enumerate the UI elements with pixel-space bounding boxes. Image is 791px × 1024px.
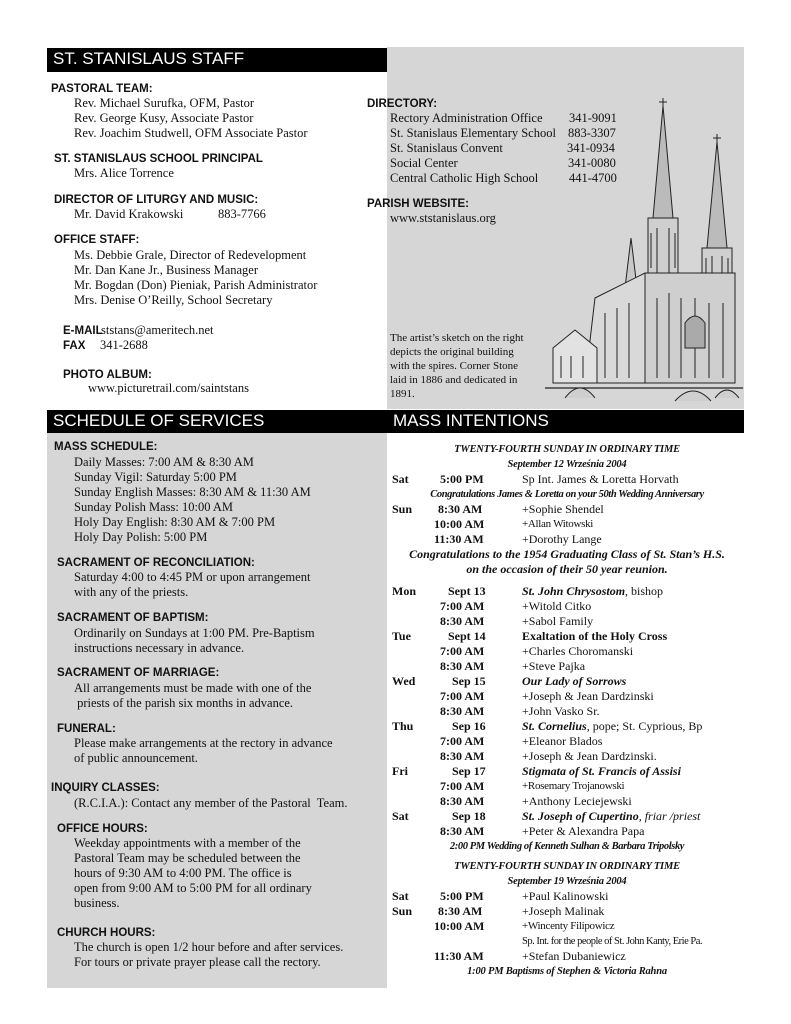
mass-time: 8:30 AM (438, 904, 483, 918)
office-hours-title: OFFICE HOURS: (57, 823, 148, 835)
wedding-note: 2:00 PM Wedding of Kenneth Sulhan & Barbara Tripolsky (449, 841, 685, 852)
feast-title: St. John Chrysostom (522, 584, 626, 598)
mass-intention: +Joseph Malinak (522, 904, 605, 918)
directory-name: Social Center (390, 156, 458, 170)
reconciliation-title: SACRAMENT OF RECONCILIATION: (57, 557, 255, 569)
feast-date: Sep 18 (452, 809, 486, 823)
mass-schedule-line: Sunday English Masses: 8:30 AM & 11:30 AM (74, 485, 311, 499)
feast-name (522, 629, 667, 644)
mass-intention: +Allan Witowski (522, 518, 594, 530)
baptism-line: Ordinarily on Sundays at 1:00 PM. Pre-Baptism (74, 626, 315, 640)
mass-time: 8:30 AM (440, 659, 485, 673)
staff-header: ST. STANISLAUS STAFF (47, 48, 387, 72)
mass-intention: +Witold Citko (522, 599, 592, 613)
feast-name (522, 584, 663, 599)
office-hours-line: Pastoral Team may be scheduled between the (74, 851, 301, 865)
email-label: E-MAIL (63, 325, 103, 337)
feast-title: St. Cornelius (522, 719, 587, 733)
marriage-line: All arrangements must be made with one of the (74, 681, 312, 695)
pastoral-member: Rev. Michael Surufka, OFM, Pastor (74, 96, 255, 110)
mass-intention: +Sophie Shendel (522, 502, 604, 516)
day-label: Wed (392, 674, 416, 688)
sketch-caption: 1891. (390, 388, 415, 400)
feast-date: Sept 13 (448, 584, 486, 598)
principal-title: ST. STANISLAUS SCHOOL PRINCIPAL (54, 153, 263, 165)
mass-time: 5:00 PM (440, 889, 484, 903)
mass-time: 7:00 AM (440, 734, 485, 748)
church-sketch (545, 98, 743, 408)
day-label: Sat (392, 889, 409, 903)
mass-intention: +Paul Kalinowski (522, 889, 609, 903)
feast-date: Sep 15 (452, 674, 486, 688)
funeral-title: FUNERAL: (57, 723, 116, 735)
mass-time: 11:30 AM (434, 949, 484, 963)
directory-phone: 441-4700 (569, 171, 617, 185)
baptism-note: 1:00 PM Baptisms of Stephen & Victoria Rahna (467, 966, 667, 977)
mass-intention: +Stefan Dubaniewicz (522, 949, 626, 963)
mass-time: 8:30 AM (438, 502, 483, 516)
mass-time: 11:30 AM (434, 532, 484, 546)
mass-schedule-line: Holy Day English: 8:30 AM & 7:00 PM (74, 515, 276, 529)
mass-intention: +Wincenty Filipowicz (522, 920, 615, 932)
mass-intention: +Anthony Leciejewski (522, 794, 632, 808)
office-staff-member: Mrs. Denise O’Reilly, School Secretary (74, 293, 273, 307)
day-label: Sat (392, 472, 409, 486)
directory-name: Central Catholic High School (390, 171, 539, 185)
church-hours-title: CHURCH HOURS: (57, 927, 156, 939)
day-label: Fri (392, 764, 408, 778)
mass-time: 8:30 AM (440, 824, 485, 838)
mass-intention: +Dorothy Lange (522, 532, 602, 546)
mass-time: 8:30 AM (440, 749, 485, 763)
feast-name (522, 719, 702, 734)
mass-time: 5:00 PM (440, 472, 484, 486)
feast-date: Sep 17 (452, 764, 486, 778)
day-label: Sun (392, 904, 413, 918)
office-hours-line: business. (74, 896, 120, 910)
mass-schedule-line: Sunday Polish Mass: 10:00 AM (74, 500, 234, 514)
sketch-caption: The artist’s sketch on the right (390, 332, 524, 344)
day-label: Sun (392, 502, 413, 516)
mass-time: 7:00 AM (440, 599, 485, 613)
feast-name (522, 674, 626, 689)
fax-number: 341-2688 (100, 338, 148, 352)
mass-time: 10:00 AM (434, 517, 485, 531)
sketch-caption: laid in 1886 and dedicated in (390, 374, 518, 386)
office-hours-line: Weekday appointments with a member of the (74, 836, 301, 850)
office-staff-member: Ms. Debbie Grale, Director of Redevelopment (74, 248, 307, 262)
mass-intention: +Peter & Alexandra Papa (522, 824, 645, 838)
sketch-caption: with the spires. Corner Stone (390, 360, 519, 372)
mass-time: 8:30 AM (440, 794, 485, 808)
office-hours-line: hours of 9:30 AM to 4:00 PM. The office is (74, 866, 292, 880)
feast-title: St. Joseph of Cupertino (522, 809, 639, 823)
anniversary-note: Congratulations James & Loretta on your 50th Wedding Anniversary (430, 489, 704, 500)
church-hours-line: For tours or private prayer please call the rectory. (74, 955, 321, 969)
baptism-title: SACRAMENT OF BAPTISM: (57, 612, 209, 624)
marriage-title: SACRAMENT OF MARRIAGE: (57, 667, 220, 679)
reconciliation-line: with any of the priests. (74, 585, 189, 599)
mass-intention: +Charles Choromanski (522, 644, 634, 658)
directory-name: Rectory Administration Office (390, 111, 543, 125)
website-link[interactable]: www.ststanislaus.org (390, 211, 496, 225)
marriage-line: priests of the parish six months in advance. (74, 696, 294, 710)
week1-date: September 12 Września 2004 (507, 459, 627, 470)
fax-label: FAX (63, 340, 86, 352)
baptism-line: instructions necessary in advance. (74, 641, 245, 655)
feast-suffix: , bishop (625, 584, 664, 598)
reunion-note: Congratulations to the 1954 Graduating Class of St. Stan’s H.S. (409, 547, 725, 561)
email-address[interactable]: ststans@ameritech.net (101, 323, 214, 337)
mass-intention: +Joseph & Jean Dardzinski. (522, 749, 657, 763)
website-title: PARISH WEBSITE: (367, 198, 470, 210)
mass-schedule-title: MASS SCHEDULE: (54, 441, 158, 453)
office-staff-title: OFFICE STAFF: (54, 234, 140, 246)
funeral-line: of public announcement. (74, 751, 198, 765)
mass-intention: Sp Int. James & Loretta Horvath (522, 472, 679, 486)
mass-schedule-line: Sunday Vigil: Saturday 5:00 PM (74, 470, 237, 484)
mass-intention: +Joseph & Jean Dardzinski (522, 689, 654, 703)
day-label: Sat (392, 809, 409, 823)
feast-title: Our Lady of Sorrows (522, 674, 627, 688)
mass-time: 7:00 AM (440, 644, 485, 658)
mass-intention-extra: Sp. Int. for the people of St. John Kanty, Erie Pa. (522, 936, 702, 947)
day-label: Tue (392, 629, 411, 643)
feast-date: Sep 16 (452, 719, 486, 733)
directory-phone: 341-0934 (567, 141, 615, 155)
liturgy-title: DIRECTOR OF LITURGY AND MUSIC: (54, 194, 259, 206)
photo-album-link[interactable]: www.picturetrail.com/saintstans (88, 381, 249, 395)
feast-suffix: , friar /priest (638, 809, 701, 823)
mass-time: 7:00 AM (440, 779, 485, 793)
inquiry-title: INQUIRY CLASSES: (51, 782, 160, 794)
mass-time: 8:30 AM (440, 704, 485, 718)
mass-time: 10:00 AM (434, 919, 485, 933)
church-hours-line: The church is open 1/2 hour before and after services. (74, 940, 344, 954)
feast-suffix: , pope; St. Cyprious, Bp (586, 719, 703, 733)
pastoral-member: Rev. Joachim Studwell, OFM Associate Pastor (74, 126, 308, 140)
week2-date: September 19 Września 2004 (507, 876, 627, 887)
mass-schedule-line: Daily Masses: 7:00 AM & 8:30 AM (74, 455, 254, 469)
mass-intention: +Sabol Family (522, 614, 594, 628)
week1-title: TWENTY-FOURTH SUNDAY IN ORDINARY TIME (454, 444, 680, 455)
office-staff-member: Mr. Dan Kane Jr., Business Manager (74, 263, 258, 277)
day-label: Mon (392, 584, 416, 598)
mass-schedule-line: Holy Day Polish: 5:00 PM (74, 530, 208, 544)
mass-intention: +Rosemary Trojanowski (522, 780, 625, 792)
intentions-header: MASS INTENTIONS (387, 410, 744, 433)
mass-intention: +Eleanor Blados (522, 734, 603, 748)
directory-phone: 883-3307 (568, 126, 616, 140)
principal-name: Mrs. Alice Torrence (74, 166, 174, 180)
week2-title: TWENTY-FOURTH SUNDAY IN ORDINARY TIME (454, 861, 680, 872)
liturgy-phone: 883-7766 (218, 207, 266, 221)
funeral-line: Please make arrangements at the rectory in advance (74, 736, 333, 750)
feast-title: Stigmata of St. Francis of Assisi (522, 764, 681, 778)
mass-intentions (392, 440, 742, 985)
feast-title: Exaltation of the Holy Cross (522, 629, 668, 643)
pastoral-team-title: PASTORAL TEAM: (51, 83, 153, 95)
schedule-header: SCHEDULE OF SERVICES (47, 410, 387, 433)
feast-name (522, 764, 681, 779)
sketch-caption: depicts the original building (390, 346, 514, 358)
mass-intention: +John Vasko Sr. (522, 704, 600, 718)
directory-phone: 341-0080 (568, 156, 616, 170)
feast-name (522, 809, 700, 824)
day-label: Thu (392, 719, 414, 733)
directory-phone: 341-9091 (569, 111, 617, 125)
feast-date: Sept 14 (448, 629, 486, 643)
inquiry-line: (R.C.I.A.): Contact any member of the Pastoral Team. (74, 796, 348, 810)
office-hours-line: open from 9:00 AM to 5:00 PM for all ordinary (74, 881, 312, 895)
liturgy-name: Mr. David Krakowski (74, 207, 184, 221)
mass-intention: +Steve Pajka (522, 659, 586, 673)
reunion-note: on the occasion of their 50 year reunion. (466, 562, 668, 576)
directory-name: St. Stanislaus Elementary School (390, 126, 556, 140)
directory-name: St. Stanislaus Convent (390, 141, 503, 155)
pastoral-member: Rev. George Kusy, Associate Pastor (74, 111, 254, 125)
directory-title: DIRECTORY: (367, 98, 438, 110)
mass-time: 7:00 AM (440, 689, 485, 703)
mass-time: 8:30 AM (440, 614, 485, 628)
office-staff-member: Mr. Bogdan (Don) Pieniak, Parish Administrator (74, 278, 318, 292)
reconciliation-line: Saturday 4:00 to 4:45 PM or upon arrangement (74, 570, 311, 584)
photo-album-label: PHOTO ALBUM: (63, 369, 152, 381)
